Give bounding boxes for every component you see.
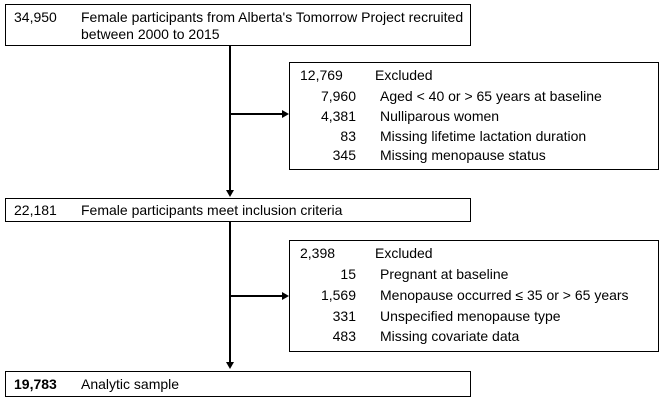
analytic-box	[5, 371, 471, 397]
excluded-2-item-label: Unspecified menopause type	[380, 308, 561, 324]
analytic-label: Analytic sample	[81, 376, 180, 392]
excluded-1-label: Excluded	[375, 67, 433, 83]
recruited-label-line2: between 2000 to 2015	[81, 26, 220, 42]
eligible-count: 22,181	[14, 202, 57, 218]
excluded-2-item-count: 1,569	[320, 287, 356, 303]
arrow-down-2	[226, 362, 234, 369]
eligible-label: Female participants meet inclusion criteria	[81, 202, 343, 218]
excluded-1-item-label: Missing lifetime lactation duration	[380, 128, 587, 144]
excluded-1-count: 12,769	[300, 67, 343, 83]
excluded-2-count: 2,398	[300, 245, 336, 261]
main-flow-line-2	[229, 221, 231, 362]
recruited-count: 34,950	[14, 9, 57, 25]
excluded-1-item-count: 83	[340, 128, 356, 144]
exclusion-branch-line-1	[230, 113, 282, 115]
excluded-2-item-label: Missing covariate data	[380, 328, 520, 344]
excluded-box-1	[289, 62, 659, 170]
excluded-2-item-count: 483	[332, 328, 356, 344]
excluded-2-label: Excluded	[375, 245, 433, 261]
excluded-1-item-label: Aged < 40 or > 65 years at baseline	[380, 88, 602, 104]
excluded-1-item-label: Nulliparous women	[380, 108, 500, 124]
recruited-label-line1: Female participants from Alberta's Tomorrow Project recruited	[81, 9, 464, 25]
excluded-2-item-label: Pregnant at baseline	[380, 266, 509, 282]
arrow-down-1	[226, 190, 234, 197]
analytic-count: 19,783	[14, 376, 57, 392]
main-flow-line-1	[229, 46, 231, 190]
arrow-right-1	[282, 110, 289, 118]
excluded-2-item-count: 331	[332, 308, 356, 324]
recruited-box	[5, 4, 471, 46]
excluded-box-2	[289, 240, 659, 352]
exclusion-branch-line-2	[230, 295, 282, 297]
arrow-right-2	[282, 292, 289, 300]
eligible-box	[5, 198, 471, 222]
excluded-1-item-count: 7,960	[320, 88, 356, 104]
excluded-1-item-label: Missing menopause status	[380, 147, 546, 163]
excluded-1-item-count: 4,381	[320, 108, 356, 124]
excluded-2-item-label: Menopause occurred ≤ 35 or > 65 years	[380, 287, 629, 303]
excluded-2-item-count: 15	[340, 266, 356, 282]
excluded-1-item-count: 345	[332, 147, 356, 163]
